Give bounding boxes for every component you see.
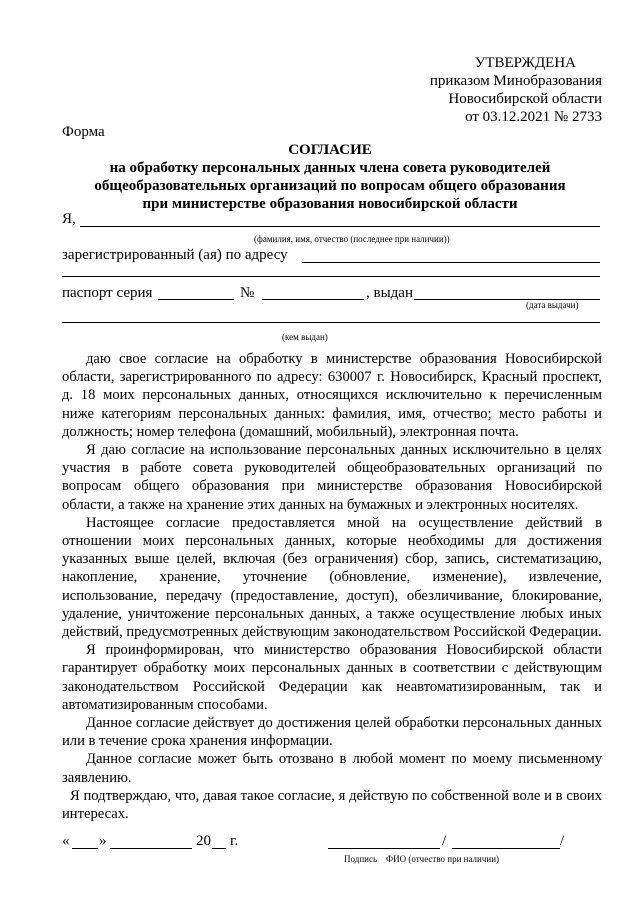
issued-by-field-line[interactable] — [62, 322, 600, 323]
issued-by-hint: (кем выдан) — [282, 332, 328, 342]
title-line-3: общеобразовательных организаций по вопросам общего образования — [94, 178, 566, 194]
paragraph-3: Настоящее согласие предоставляется мной на осуществление действий в отношении моих персональных данных, которые необходимы для достижения указанных выше целей, включая (без ограничения) сбор, запись, систематизацию, накопление, хранение, уточнение (обновление, изменение), извлечение, использование, передачу (предоставление, доступ), обезличивание, блокирование, удаление, уничтожение персональных данных, а также осуществление любых иных действий, предусмотренных действующим законодательством Российской Федерации. — [62, 514, 602, 641]
signature-field[interactable] — [328, 848, 440, 849]
paragraph-7: Я подтверждаю, что, давая такое согласие, я действую по собственной воле и в своих интересах. — [62, 787, 602, 823]
day-field[interactable] — [72, 848, 98, 849]
approval-title: УТВЕРЖДЕНА — [474, 55, 576, 71]
issue-date-hint: (дата выдачи) — [526, 300, 579, 310]
number-sign: № — [240, 285, 255, 301]
slash-2: / — [560, 833, 565, 849]
slash-1: / — [442, 833, 447, 849]
passport-series-label: паспорт серия — [62, 285, 153, 301]
address-field-line[interactable] — [302, 262, 600, 263]
title-line-1: СОГЛАСИЕ — [288, 142, 372, 158]
form-label: Форма — [62, 124, 105, 140]
year-field[interactable] — [212, 848, 226, 849]
approval-stamp — [362, 54, 602, 126]
paragraph-2: Я даю согласие на использование персональных данных исключительно в целях участия в работе совета руководителей общеобразовательных организаций по вопросам общего образования при министерстве образования Новосибирской области, а также на хранение этих данных на бумажных и электронных носителях. — [62, 442, 602, 513]
paragraph-1: даю свое согласие на обработку в министерстве образования Новосибирской области, зарегистрированного по адресу: 630007 г. Новосибирск, Красный проспект, д. 18 моих персональных данных, относящихся исключительно к перечисленным ниже категориям персональных данных: фамилия, имя, отчество; место работы и должность; номер телефона (домашний, мобильный), электронная почта. — [62, 351, 602, 440]
paragraph-5: Данное согласие действует до достижения целей обработки персональных данных или в течение срока хранения информации. — [62, 715, 602, 750]
passport-series-field[interactable] — [158, 299, 234, 300]
passport-number-field[interactable] — [262, 299, 364, 300]
ya-label: Я, — [62, 211, 76, 227]
approval-date: от 03.12.2021 № 2733 — [465, 109, 602, 125]
title-line-4: при министерстве образования новосибирской области — [142, 196, 518, 212]
fio-hint: (фамилия, имя, отчество (последнее при наличии)) — [254, 234, 450, 244]
paragraph-4: Я проинформирован, что министерство образования Новосибирской области гарантирует обработку моих персональных данных в соответствии с действующим законодательством Российской Федерации как неавтоматизированным, так и автоматизированным способами. — [62, 642, 602, 713]
sign-hint: Подпись — [344, 854, 378, 864]
approval-region: Новосибирской области — [448, 91, 602, 107]
date-open-quote: « — [62, 833, 70, 849]
title-line-2: на обработку персональных данных члена совета руководителей — [109, 160, 551, 176]
year-suffix: г. — [230, 833, 239, 849]
fio-signature-field[interactable] — [452, 848, 560, 849]
address-field-line-2[interactable] — [62, 276, 600, 277]
fio-sign-hint: ФИО (отчество при наличии) — [386, 854, 500, 864]
fio-field-line[interactable] — [80, 226, 600, 227]
consent-body — [62, 350, 602, 823]
registered-label: зарегистрированный (ая) по адресу — [62, 247, 288, 263]
date-close-quote: » — [99, 833, 107, 849]
year-prefix: 20 — [196, 833, 211, 849]
approval-order: приказом Минобразования — [429, 73, 602, 89]
issued-label: , выдан — [366, 285, 413, 301]
paragraph-6: Данное согласие может быть отозвано в любой момент по моему письменному заявлению. — [62, 751, 602, 786]
month-field[interactable] — [110, 848, 192, 849]
document-title — [60, 141, 600, 213]
